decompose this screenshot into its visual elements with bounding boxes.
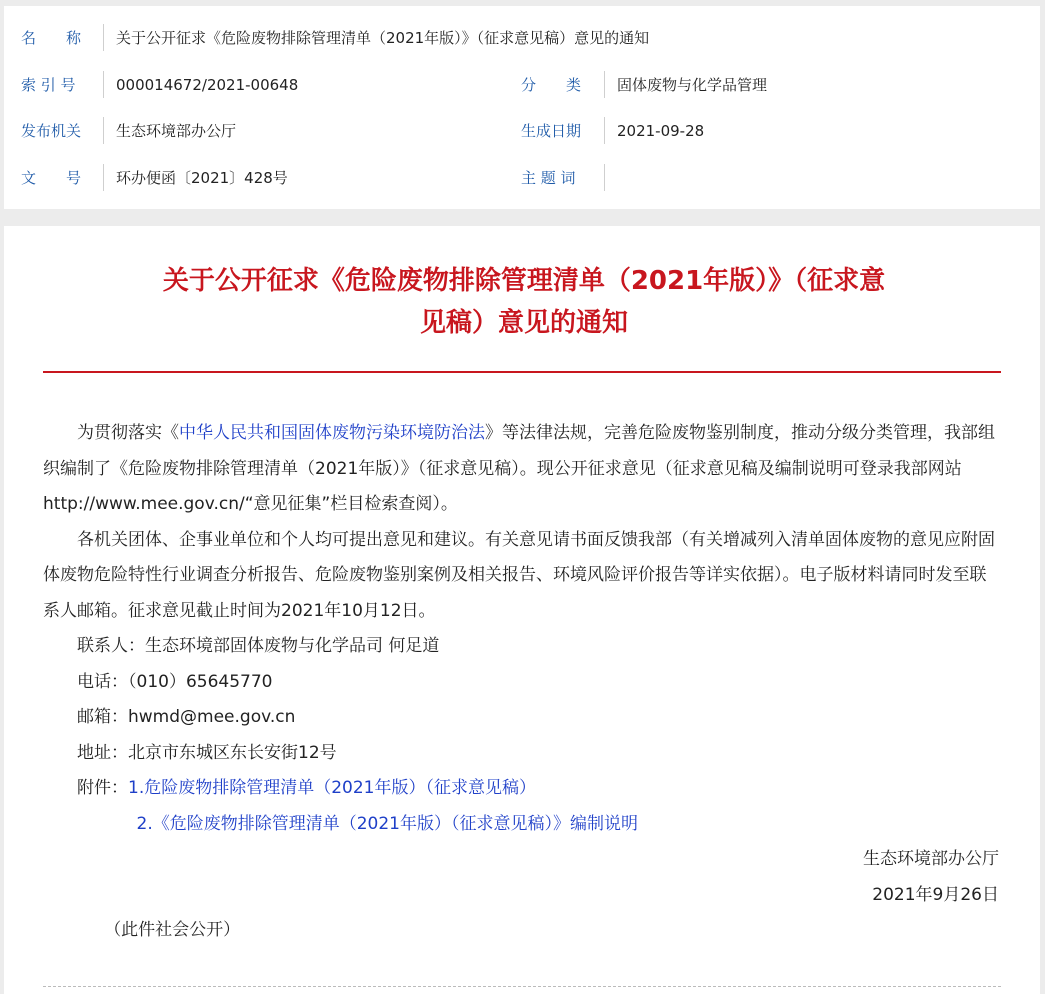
category-label: 分 类 — [521, 76, 582, 94]
article-body — [43, 416, 1003, 949]
index-label: 索 引 号 — [21, 76, 76, 94]
attachment-link-2[interactable]: 2.《危险废物排除管理清单（2021年版）（征求意见稿）》编制说明 — [136, 813, 638, 834]
p1-text-start: 为贯彻落实《 — [77, 423, 179, 443]
contact-line: 联系人：生态环境部固体废物与化学品司 何足道 — [77, 636, 440, 656]
metadata-panel — [4, 6, 1040, 209]
title-line-2: 见稿）意见的通知 — [419, 308, 628, 338]
meta-row-issuer — [4, 111, 1040, 151]
attachment-link-1[interactable]: 1.危险废物排除管理清单（2021年版）（征求意见稿） — [128, 778, 536, 798]
article-title — [114, 260, 934, 344]
docno-value: 环办便函〔2021〕428号 — [116, 169, 288, 187]
signature-date: 2021年9月26日 — [872, 884, 999, 905]
paragraph-2: 各机关团体、企事业单位和个人均可提出意见和建议。有关意见请书面反馈我部（有关增减列入清单固体废物的意见应附固体废物危险特性行业调查分析报告、危险废物鉴别案例及相关报告、环境风险评价报告等详实依据）。电子版材料请同时发至联系人邮箱。征求意见截止时间为2021年10月12日。 — [43, 529, 995, 621]
p1-text-end: 》等法律法规，完善危险废物鉴别制度，推动分级分类管理，我部组织编制了《危险废物排除管理清单（2021年版）》（征求意见稿）。现公开征求意见（征求意见稿及编制说明可登录我部网站http://www.mee.gov.cn/“意见征集”栏目检索查阅）。 — [43, 423, 995, 514]
divider — [103, 71, 104, 98]
attachment-line-1 — [43, 771, 1003, 807]
index-value: 000014672/2021-00648 — [116, 76, 299, 94]
public-note: （此件社会公开） — [104, 920, 241, 940]
category-value: 固体废物与化学品管理 — [617, 76, 768, 94]
attachment-line-2 — [43, 807, 1003, 843]
signature-org: 生态环境部办公厅 — [863, 849, 999, 869]
meta-row-name — [4, 18, 1040, 58]
meta-row-index — [4, 65, 1040, 105]
law-link[interactable]: 中华人民共和国固体废物污染环境防治法 — [179, 423, 485, 443]
meta-row-docno — [4, 158, 1040, 198]
bottom-divider — [43, 986, 1001, 987]
email-line: 邮箱：hwmd@mee.gov.cn — [77, 707, 296, 727]
divider — [604, 71, 605, 98]
article-panel — [4, 226, 1040, 994]
name-label: 名 称 — [21, 29, 82, 47]
address-line: 地址：北京市东城区东长安街12号 — [77, 742, 337, 763]
attachment-label: 附件： — [77, 778, 128, 798]
date-value: 2021-09-28 — [617, 122, 705, 140]
divider — [103, 117, 104, 144]
docno-label: 文 号 — [21, 169, 82, 187]
issuer-label: 发布机关 — [21, 122, 82, 140]
divider — [604, 164, 605, 191]
divider — [103, 164, 104, 191]
divider — [604, 117, 605, 144]
paragraph-1 — [43, 416, 1003, 523]
issuer-value: 生态环境部办公厅 — [116, 122, 237, 140]
title-line-1: 关于公开征求《危险废物排除管理清单（2021年版）》（征求意 — [162, 266, 886, 296]
name-value: 关于公开征求《危险废物排除管理清单（2021年版）》（征求意见稿）意见的通知 — [116, 29, 650, 47]
title-divider — [43, 371, 1001, 373]
subject-label: 主 题 词 — [521, 169, 576, 187]
phone-line: 电话：（010）65645770 — [77, 671, 273, 692]
divider — [103, 24, 104, 51]
date-label: 生成日期 — [521, 122, 582, 140]
